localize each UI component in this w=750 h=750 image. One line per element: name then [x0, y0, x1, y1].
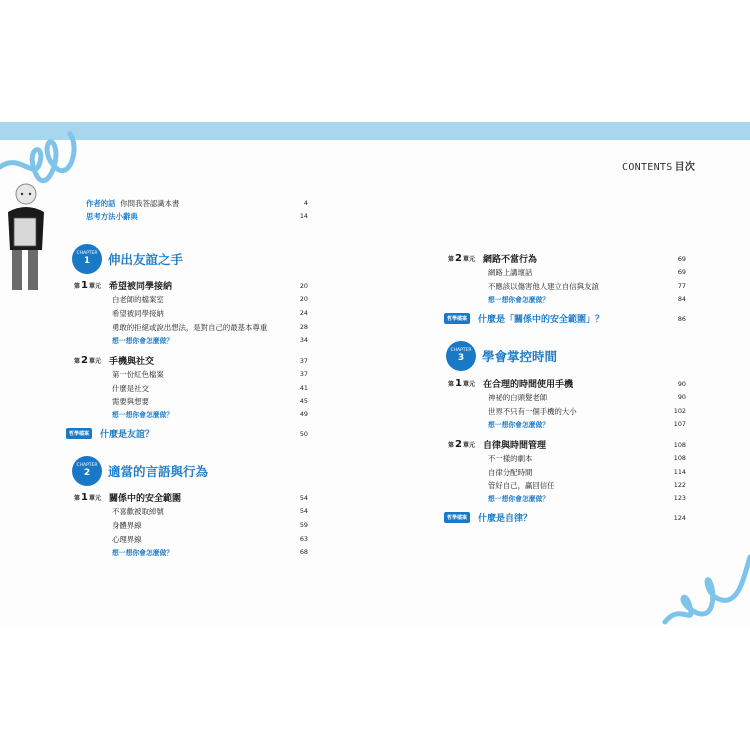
- toc-entry[interactable]: 管好自己，贏回信任 122: [488, 480, 686, 490]
- front-matter-row[interactable]: [86, 197, 308, 209]
- chapter-title: 學會掌控時間: [482, 349, 558, 364]
- toc-entry[interactable]: 什麼是社交 41: [112, 383, 308, 393]
- toc-entry[interactable]: 不喜歡被取綽號 54: [112, 506, 308, 516]
- philosophy-file-row[interactable]: 哲學檔案 什麼是自律？ 124: [444, 511, 686, 524]
- chapter-badge: CHAPTER 3: [446, 341, 476, 371]
- swirl-decoration-bottom-right-icon: [660, 542, 750, 628]
- contents-heading-zh: 目次: [674, 162, 696, 173]
- front-title: 思考方法小辭典: [86, 211, 138, 221]
- unit-row[interactable]: 第2單元 網路不當行為 69: [448, 253, 686, 265]
- chapter-heading[interactable]: [72, 244, 183, 274]
- philosophy-tag: 哲學檔案: [66, 428, 92, 439]
- think-entry[interactable]: 想一想你會怎麼做？ 49: [112, 410, 308, 419]
- page-number: 14: [299, 212, 308, 220]
- unit-row[interactable]: 第1單元 希望被同學接納 20: [74, 280, 308, 292]
- unit-row[interactable]: 第1單元 在合理的時間使用手機 90: [448, 378, 686, 390]
- chapter-heading[interactable]: [446, 341, 557, 371]
- page-number: 20: [299, 281, 308, 290]
- philosophy-file-row[interactable]: 哲學檔案 什麼是友誼？ 50: [66, 427, 308, 440]
- book-spread: [0, 122, 750, 628]
- toc-entry[interactable]: 不應該以傷害他人建立自信與友誼 77: [488, 281, 686, 291]
- front-title: 作者的話: [86, 198, 116, 208]
- toc-entry[interactable]: 需要與想要 45: [112, 396, 308, 406]
- contents-heading: [622, 158, 695, 173]
- chapter-badge: CHAPTER 1: [72, 244, 102, 274]
- toc-entry[interactable]: 網路上講壞話 69: [488, 267, 686, 277]
- front-matter-row[interactable]: [86, 210, 308, 222]
- chapter-title: 適當的言語與行為: [108, 464, 209, 479]
- front-subtitle: 你問我答認識本書: [120, 198, 180, 208]
- page-number: 37: [299, 356, 308, 365]
- toc-entry[interactable]: 心理界線 63: [112, 534, 308, 544]
- think-entry[interactable]: 想一想你會怎麼做？ 107: [488, 420, 686, 429]
- toc-entry[interactable]: 第一份紅色檔案 37: [112, 369, 308, 379]
- chapter-heading[interactable]: [72, 456, 208, 486]
- philosophy-file-row[interactable]: 哲學檔案 什麼是「關係中的安全範圍」？ 86: [444, 312, 686, 325]
- unit-row[interactable]: 第2單元 自律與時間管理 108: [448, 439, 686, 451]
- chapter-badge: CHAPTER 2: [72, 456, 102, 486]
- think-entry[interactable]: 想一想你會怎麼做？ 68: [112, 548, 308, 557]
- character-illustration-icon: [2, 180, 46, 300]
- chapter-title: 伸出友誼之手: [108, 252, 184, 267]
- unit-title: 手機與社交: [109, 357, 155, 367]
- toc-entry[interactable]: 勇敢的拒絕或說出想法，是對自己的最基本尊重 28: [112, 322, 308, 332]
- toc-entry[interactable]: 自律分配時間 114: [488, 467, 686, 477]
- think-entry[interactable]: 想一想你會怎麼做？ 123: [488, 494, 686, 503]
- contents-heading-en: CONTENTS: [622, 162, 673, 173]
- unit-title: 希望被同學接納: [109, 282, 173, 292]
- toc-entry[interactable]: 希望被同學接納 24: [112, 308, 308, 318]
- unit-row[interactable]: 第1單元 關係中的安全範圍 54: [74, 492, 308, 504]
- toc-entry[interactable]: 不一樣的劇本 108: [488, 453, 686, 463]
- toc-entry[interactable]: 世界不只有一個手機的大小 102: [488, 406, 686, 416]
- think-entry[interactable]: 想一想你會怎麼做？ 34: [112, 336, 308, 345]
- toc-entry[interactable]: 身體界線 59: [112, 520, 308, 530]
- think-entry[interactable]: 想一想你會怎麼做？ 84: [488, 295, 686, 304]
- unit-row[interactable]: 第2單元 手機與社交 37: [74, 355, 308, 367]
- page-number: 4: [303, 199, 308, 207]
- toc-entry[interactable]: 神祕的白頭髮老師 90: [488, 392, 686, 402]
- toc-entry[interactable]: 白老師的檔案室 20: [112, 294, 308, 304]
